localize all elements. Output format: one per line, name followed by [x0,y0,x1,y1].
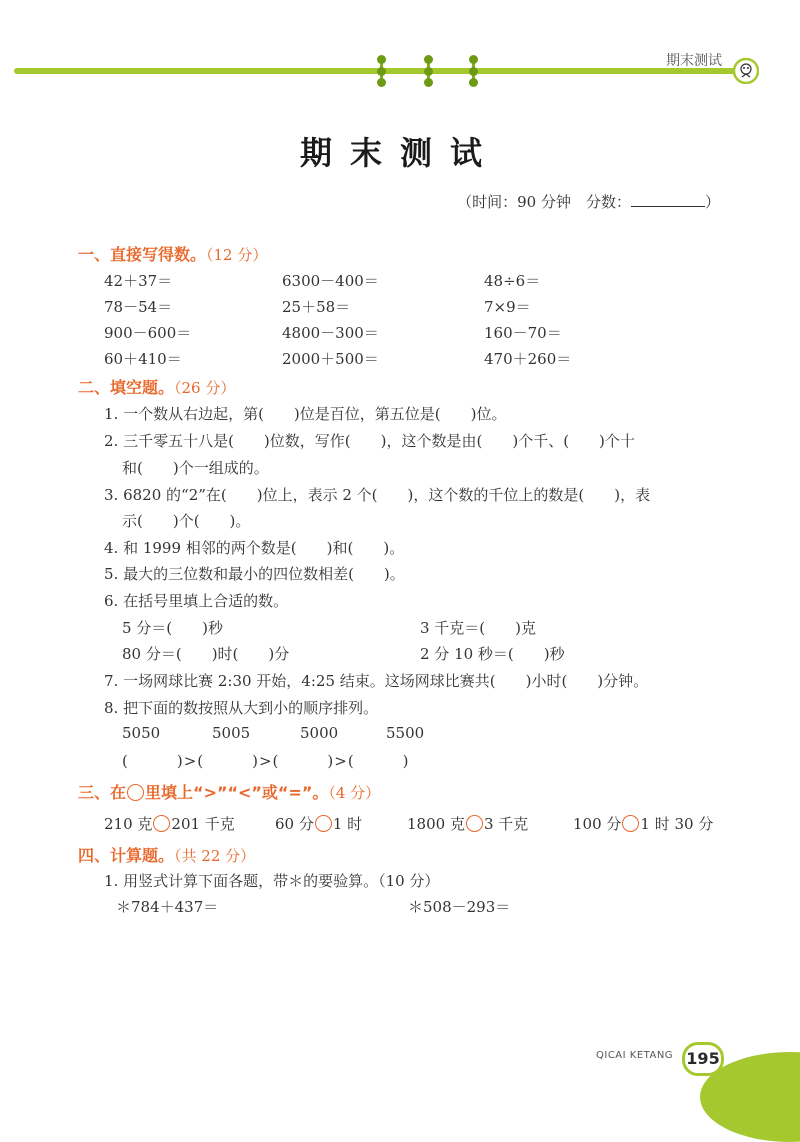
oral-item: 6300－400＝ [282,272,379,290]
compare-left: 60 分 [275,815,314,833]
compare-circle-icon [127,784,144,801]
binder-pin-icon [469,55,477,85]
oral-item: 48÷6＝ [484,272,541,290]
compare-right: 1 时 30 分 [640,815,714,833]
binder-pin-icon [377,55,385,85]
compare-item [275,813,362,834]
order-number: 5000 [300,724,339,742]
compare-circle-icon[interactable] [622,815,639,832]
section-1-points: （12 分） [206,246,268,264]
header-rule [14,68,736,74]
compare-right: 201 千克 [171,815,235,833]
order-number: 5500 [386,724,425,742]
section-4-points: （共 22 分） [174,847,256,865]
fill-question-5: 5. 最大的三位数和最小的四位数相差( )。 [104,565,405,583]
unit-conversion-item: 3 千克＝( )克 [420,619,537,637]
section-3-title-a: 三、在 [78,783,127,802]
compare-item [104,813,235,834]
time-score-line [457,191,720,212]
order-blanks: ( )>( )>( )>( ) [122,752,410,770]
section-2-title: 二、填空题。 [78,378,175,397]
time-score-close: ） [704,193,720,211]
unit-conversion-item: 80 分＝( )时( )分 [122,645,290,663]
oral-item: 2000＋500＝ [282,350,379,368]
compare-circle-icon[interactable] [153,815,170,832]
compare-item [573,813,713,834]
compare-left: 100 分 [573,815,622,833]
fill-question-1: 1. 一个数从右边起，第( )位是百位，第五位是( )位。 [104,405,507,423]
section-1-title: 一、直接写得数。 [78,245,207,264]
calc-question-1: 1. 用竖式计算下面各题，带＊的要验算。（10 分） [104,872,440,890]
compare-left: 210 克 [104,815,153,833]
fill-question-4: 4. 和 1999 相邻的两个数是( )和( )。 [104,539,405,557]
calc-item: ＊784＋437＝ [116,898,219,916]
section-4-heading [78,843,255,866]
calc-item: ＊508－293＝ [408,898,511,916]
fill-question-3: 3. 6820 的“2”在( )位上，表示 2 个( )，这个数的千位上的数是( )，表 [104,486,651,504]
oral-item: 900－600＝ [104,324,192,342]
oral-item: 25＋58＝ [282,298,351,316]
header-label: 期末测试 [666,53,722,69]
oral-item: 60＋410＝ [104,350,182,368]
oral-item: 4800－300＝ [282,324,379,342]
section-3-points: （4 分） [328,784,381,802]
page-number: 195 [682,1042,724,1076]
fill-question-7: 7. 一场网球比赛 2:30 开始，4:25 结束。这场网球比赛共( )小时( )分钟。 [104,672,649,690]
oral-item: 470＋260＝ [484,350,572,368]
compare-right: 3 千克 [483,815,529,833]
oral-item: 42＋37＝ [104,272,173,290]
section-2-points: （26 分） [174,379,236,397]
fill-question-8: 8. 把下面的数按照从大到小的顺序排列。 [104,699,379,717]
time-score-text: （时间：90 分钟 分数： [457,193,631,211]
order-number: 5005 [212,724,251,742]
fill-question-2-cont: 和( )个一组成的。 [122,459,269,477]
compare-circle-icon[interactable] [466,815,483,832]
fill-question-2: 2. 三千零五十八是( )位数，写作( )，这个数是由( )个千、( )个十 [104,432,635,450]
section-4-title: 四、计算题。 [78,846,175,865]
mascot-icon [733,58,759,84]
score-blank[interactable] [631,192,705,207]
oral-item: 160－70＝ [484,324,562,342]
compare-item [407,813,528,834]
compare-left: 1800 克 [407,815,465,833]
unit-conversion-item: 2 分 10 秒＝( )秒 [420,645,565,663]
compare-right: 1 时 [332,815,363,833]
compare-circle-icon[interactable] [315,815,332,832]
oral-item: 7×9＝ [484,298,531,316]
fill-question-6: 6. 在括号里填上合适的数。 [104,592,289,610]
oral-item: 78－54＝ [104,298,173,316]
page-title: 期末测试 [299,134,500,172]
section-3-title-b: 里填上“>”“<”或“=”。 [145,783,329,802]
unit-conversion-item: 5 分＝( )秒 [122,619,224,637]
section-2-heading [78,375,235,398]
footer-label: QICAI KETANG [596,1050,674,1061]
section-1-heading [78,242,267,265]
fill-question-3-cont: 示( )个( )。 [122,512,251,530]
binder-pin-icon [424,55,432,85]
order-number: 5050 [122,724,161,742]
section-3-heading [78,780,380,803]
